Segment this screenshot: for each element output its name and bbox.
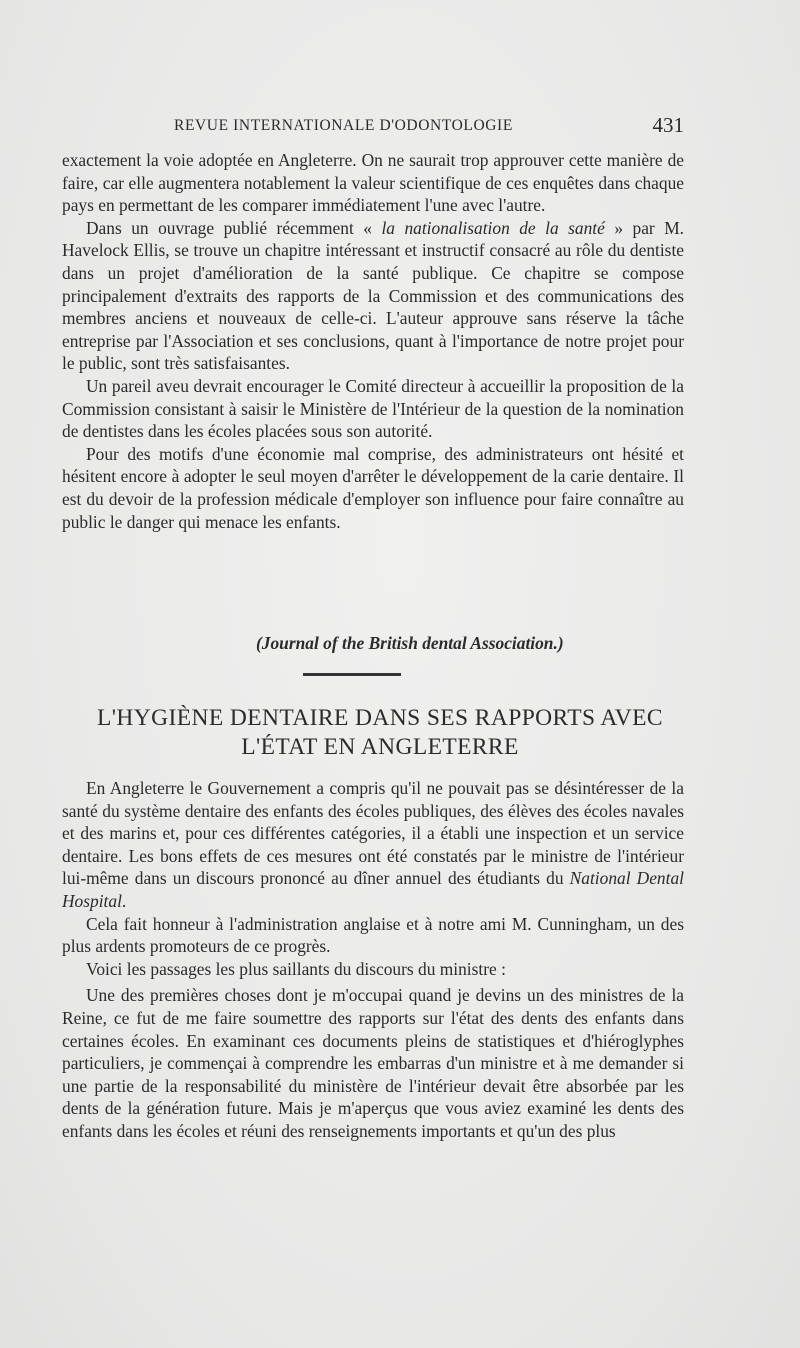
text-run: . (121, 890, 127, 911)
book-title: la nationalisation de la santé (381, 217, 605, 238)
paragraph: Un pareil aveu devrait encourager le Comité directeur à accueillir la proposition de la Commission consistant à saisir le Ministère de l'Intérieur de la question de la nomination de dentistes dans les écoles placées sous son autorité. (62, 375, 684, 442)
page-number: 431 (652, 113, 684, 137)
source-citation: (Journal of the British dental Association.) (256, 633, 564, 653)
page-header (62, 113, 684, 141)
paragraph (62, 777, 684, 913)
paragraph: exactement la voie adoptée en Angleterre. On ne saurait trop approuver cette manière de faire, car elle augmentera notablement la valeur scientifique de ces enquêtes dans chaque pays en permettant de les comparer immédiatement l'une avec l'autre. (62, 150, 684, 216)
text-run: En Angleterre le Gouvernement a compris qu'il ne pouvait pas se désintéresser de la santé du système dentaire des enfants des écoles publiques, des élèves des écoles navales et des marins et, pour ces différentes catégories, il a établi une inspection et un service dentaire. Les bons effets de ces mesures ont été constatés par le ministre de l'intérieur lui-même dans un discours prononcé au dîner annuel des étudiants du (62, 778, 684, 889)
text-run: » par M. Havelock Ellis, se trouve un chapitre intéressant et instructif consacré au rôle du dentiste dans un projet d'amélioration de la santé publique. Ce chapitre se compose principalement d'extraits des rapports de la Commission et des communications des membres anciens et nouveaux de celle-ci. L'auteur approuve sans réserve la tâche entreprise par l'Association et ses conclusions, quant à l'importance de notre projet pour le public, sont très satisfaisantes. (62, 217, 685, 374)
paragraph: Pour des motifs d'une économie mal comprise, des administrateurs ont hésité et hésitent encore à adopter le seul moyen d'arrêter le développement de la carie dentaire. Il est du devoir de la profession médicale d'employer son influence pour faire connaître au public le danger qui menace les enfants. (62, 443, 684, 532)
text-run: Dans un ouvrage publié récemment « (86, 217, 382, 238)
article-title-line: L'HYGIÈNE DENTAIRE DANS SES RAPPORTS AVEC (97, 705, 663, 731)
paragraph: Cela fait honneur à l'administration anglaise et à notre ami M. Cunningham, un des plus ardents promoteurs de ce progrès. (62, 913, 684, 957)
article-title-line: L'ÉTAT EN ANGLETERRE (241, 734, 519, 760)
quoted-paragraph: Une des premières choses dont je m'occupai quand je devins un des ministres de la Reine, ce fut de me faire soumettre des rapports sur l'état des dents des enfants dans certaines écoles. En examinant ces documents pleins de statistiques et d'hiéroglyphes particuliers, je commençai à comprendre les embarras d'un ministre et à me demander si une partie de la responsabilité du ministère de l'intérieur devait être absorbée par les dents de la génération future. Mais je m'aperçus que vous aviez examiné les dents des enfants dans les écoles et réuni des renseignements importants et qu'un des plus (62, 985, 684, 1141)
article-title (40, 704, 720, 762)
previous-article-text (62, 149, 684, 533)
paragraph: Voici les passages les plus saillants du discours du ministre : (86, 958, 506, 979)
article-body (62, 777, 684, 1143)
institution-name: National Dental Hospital (62, 868, 684, 911)
paragraph (62, 217, 684, 375)
section-divider (303, 673, 401, 676)
running-title: REVUE INTERNATIONALE D'ODONTOLOGIE (174, 117, 513, 134)
